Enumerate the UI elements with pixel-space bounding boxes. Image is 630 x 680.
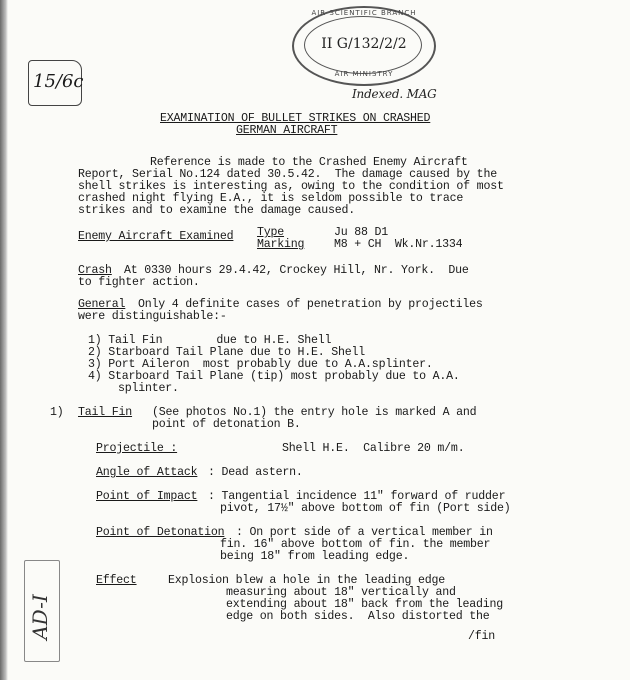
- marking-label: Marking: [257, 238, 305, 251]
- handwritten-side-ref: [20, 565, 58, 665]
- title-line-2: GERMAN AIRCRAFT: [236, 124, 338, 137]
- side-ref-text: AD-I: [28, 594, 52, 640]
- stamp-reference: II G/132/2/2: [321, 36, 407, 52]
- registry-stamp: [292, 6, 436, 86]
- intro-line-2: Report, Serial No.124 dated 30.5.42. The damage caused by the: [78, 168, 497, 181]
- tail-fin-label: Tail Fin: [78, 406, 133, 419]
- general-label: General: [78, 298, 126, 311]
- angle-value: : Dead astern.: [208, 466, 303, 479]
- indexed-note: Indexed. MAG: [352, 87, 437, 101]
- general-item-1: 1) Tail Fin due to H.E. Shell: [88, 334, 332, 347]
- stamp-ring-bottom: AIR MINISTRY: [334, 70, 394, 78]
- detonation-line-3: being 18" from leading edge.: [220, 550, 410, 563]
- crash-label: Crash: [78, 264, 112, 277]
- binding-edge: [0, 0, 8, 680]
- general-item-3: 3) Port Aileron most probably due to A.A.splinter.: [88, 358, 433, 371]
- detonation-line-2: fin. 16" above bottom of fin. the member: [220, 538, 491, 551]
- type-label: Type: [257, 226, 285, 239]
- effect-line-2: measuring about 18" vertically and: [226, 586, 456, 599]
- title-line-1: EXAMINATION OF BULLET STRIKES ON CRASHED: [160, 112, 431, 125]
- crash-line-1: At 0330 hours 29.4.42, Crockey Hill, Nr. York. Due: [124, 264, 469, 277]
- effect-line-3: extending about 18" back from the leading: [226, 598, 504, 611]
- handwritten-box-ref: [28, 60, 82, 106]
- general-line-2: were distinguishable:-: [78, 310, 227, 323]
- tail-fin-number: 1): [50, 406, 64, 419]
- projectile-value: Shell H.E. Calibre 20 m/m.: [282, 442, 465, 455]
- intro-line-3: shell strikes is interesting as, owing to the condition of most: [78, 180, 504, 193]
- type-value: Ju 88 D1: [334, 226, 389, 239]
- projectile-label: Projectile :: [96, 442, 178, 455]
- general-item-4-cont: splinter.: [118, 382, 179, 395]
- effect-label: Effect: [96, 574, 137, 587]
- general-line-1: Only 4 definite cases of penetration by projectiles: [138, 298, 483, 311]
- intro-line-5: strikes and to examine the damage caused.: [78, 204, 356, 217]
- impact-line-1: : Tangential incidence 11" forward of rudder: [208, 490, 506, 503]
- effect-line-4: edge on both sides. Also distorted the: [226, 610, 490, 623]
- stamp-ring-top: AIR SCIENTIFIC BRANCH: [311, 9, 417, 17]
- angle-label: Angle of Attack: [96, 466, 198, 479]
- intro-line-4: crashed night flying E.A., it is seldom possible to trace: [78, 192, 464, 205]
- general-item-2: 2) Starboard Tail Plane due to H.E. Shell: [88, 346, 366, 359]
- detonation-label: Point of Detonation: [96, 526, 225, 539]
- crash-line-2: to fighter action.: [78, 276, 200, 289]
- intro-line-1: Reference is made to the Crashed Enemy Aircraft: [150, 156, 468, 169]
- aircraft-label: Enemy Aircraft Examined: [78, 230, 234, 243]
- box-ref-text: 15/6c: [33, 71, 84, 92]
- tail-fin-line-2: point of detonation B.: [152, 418, 301, 431]
- detonation-line-1: : On port side of a vertical member in: [236, 526, 493, 539]
- impact-line-2: pivot, 17½" above bottom of fin (Port side): [220, 502, 511, 515]
- tail-fin-line-1: (See photos No.1) the entry hole is marked A and: [152, 406, 477, 419]
- effect-line-1: Explosion blew a hole in the leading edge: [168, 574, 446, 587]
- continued-marker: /fin: [468, 630, 496, 643]
- general-item-4: 4) Starboard Tail Plane (tip) most probably due to A.A.: [88, 370, 460, 383]
- impact-label: Point of Impact: [96, 490, 198, 503]
- marking-value: M8 + CH Wk.Nr.1334: [334, 238, 463, 251]
